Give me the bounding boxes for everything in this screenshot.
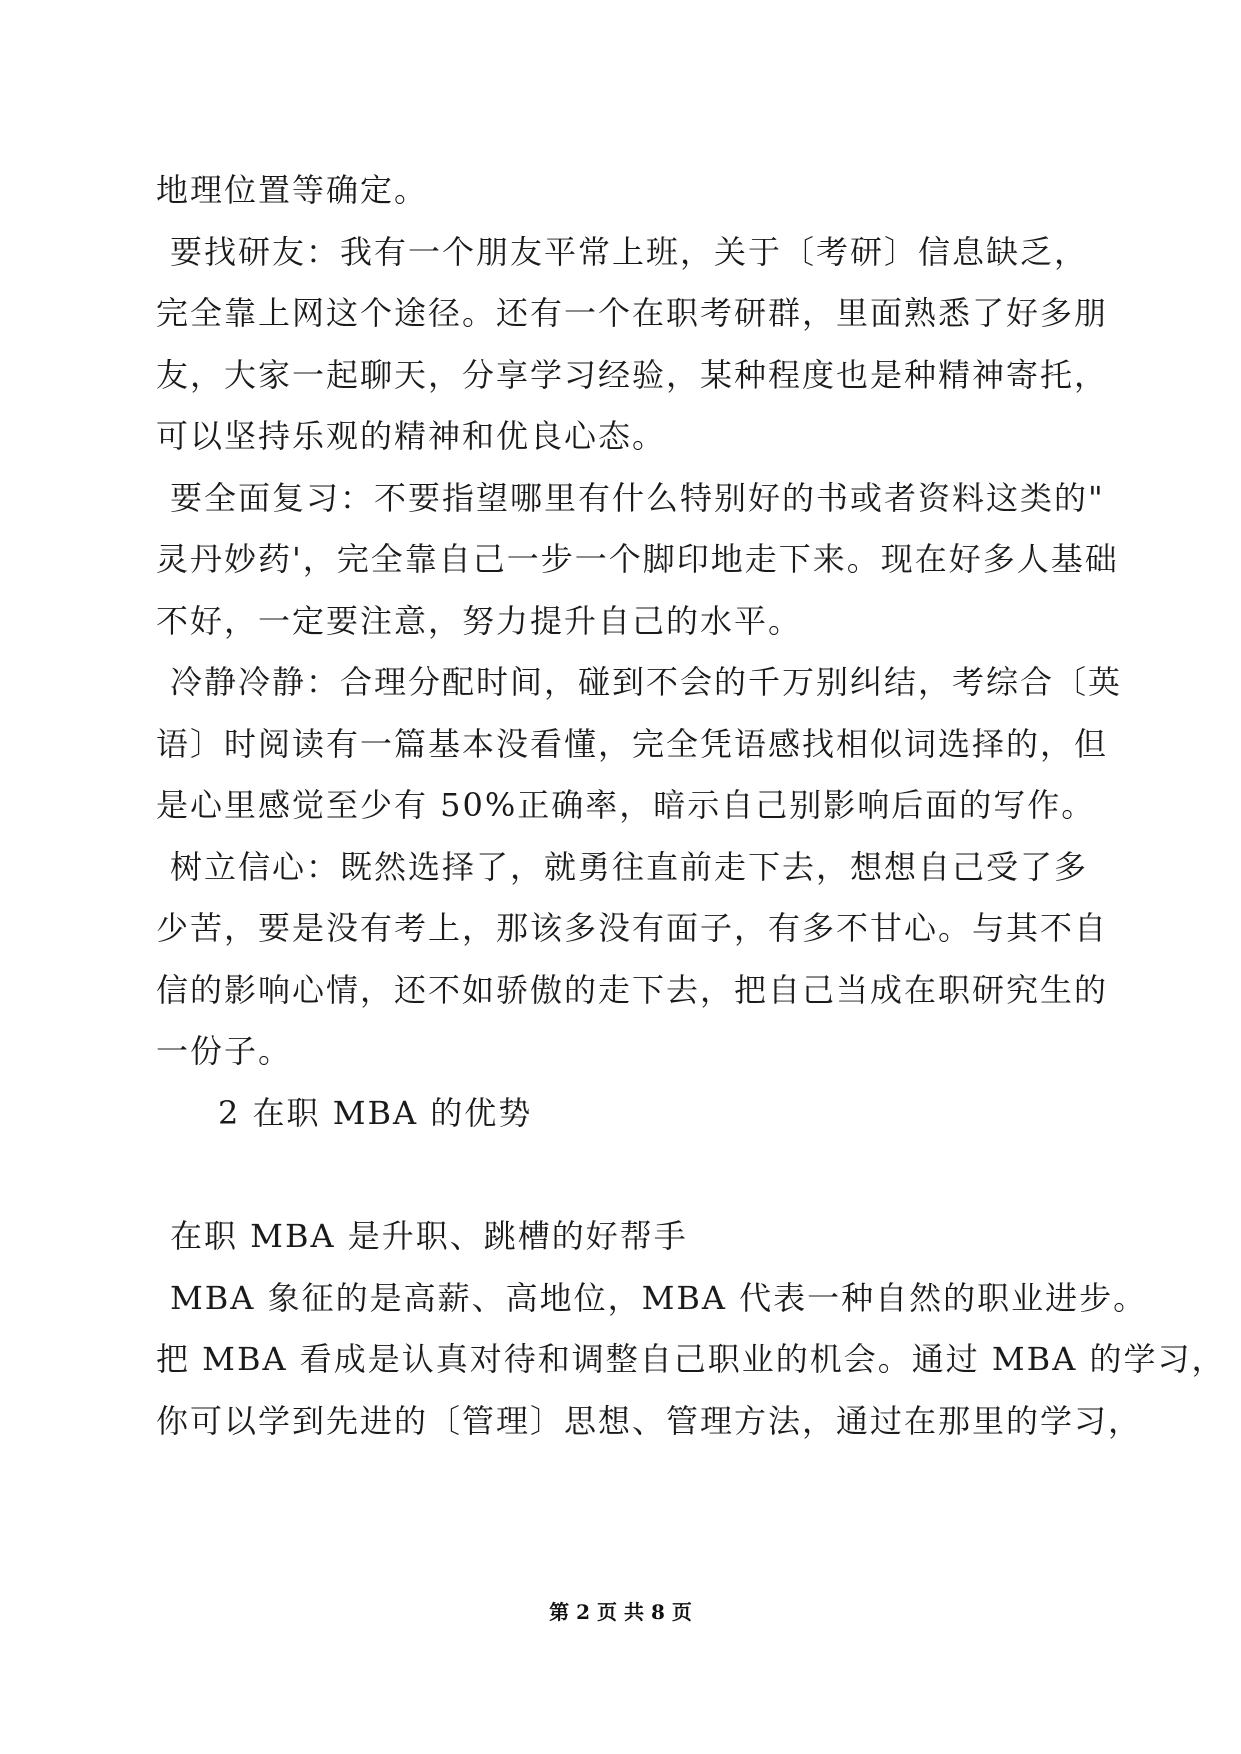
paragraph-line: 要全面复习：不要指望哪里有什么特别好的书或者资料这类的" — [170, 479, 1105, 517]
paragraph-line: 友，大家一起聊天，分享学习经验，某种程度也是种精神寄托， — [156, 356, 1109, 394]
paragraph-line: 把 MBA 看成是认真对待和调整自己职业的机会。通过 MBA 的学习， — [156, 1340, 1226, 1378]
paragraph-line: 完全靠上网这个途径。还有一个在职考研群，里面熟悉了好多朋 — [156, 294, 1109, 332]
paragraph-line: 冷静冷静：合理分配时间，碰到不会的千万别纠结，考综合〔英 — [170, 663, 1123, 701]
paragraph-line: 一份子。 — [156, 1032, 293, 1070]
paragraph-line: 可以坚持乐观的精神和优良心态。 — [156, 417, 667, 455]
page-footer: 第 2 页 共 8 页 — [549, 1600, 692, 1624]
paragraph-line: 地理位置等确定。 — [156, 171, 429, 209]
paragraph-line: 信的影响心情，还不如骄傲的走下去，把自己当成在职研究生的 — [156, 971, 1109, 1009]
paragraph-line: 灵丹妙药'，完全靠自己一步一个脚印地走下来。现在好多人基础 — [156, 540, 1119, 578]
paragraph-line: 不好，一定要注意，努力提升自己的水平。 — [156, 602, 803, 640]
paragraph-line: 树立信心：既然选择了，就勇往直前走下去，想想自己受了多 — [170, 848, 1089, 886]
paragraph-line: 语〕时阅读有一篇基本没看懂，完全凭语感找相似词选择的，但 — [156, 725, 1109, 763]
paragraph-line: 要找研友：我有一个朋友平常上班，关于〔考研〕信息缺乏， — [170, 233, 1089, 271]
paragraph-line: MBA 象征的是高薪、高地位，MBA 代表一种自然的职业进步。 — [170, 1279, 1148, 1317]
subheading: 在职 MBA 是升职、跳槽的好帮手 — [170, 1217, 688, 1255]
section-heading: 2 在职 MBA 的优势 — [218, 1094, 533, 1132]
paragraph-line: 是心里感觉至少有 50%正确率，暗示自己别影响后面的写作。 — [156, 786, 1096, 824]
paragraph-line: 你可以学到先进的〔管理〕思想、管理方法，通过在那里的学习， — [156, 1402, 1143, 1440]
paragraph-line: 少苦，要是没有考上，那该多没有面子，有多不甘心。与其不自 — [156, 909, 1109, 947]
